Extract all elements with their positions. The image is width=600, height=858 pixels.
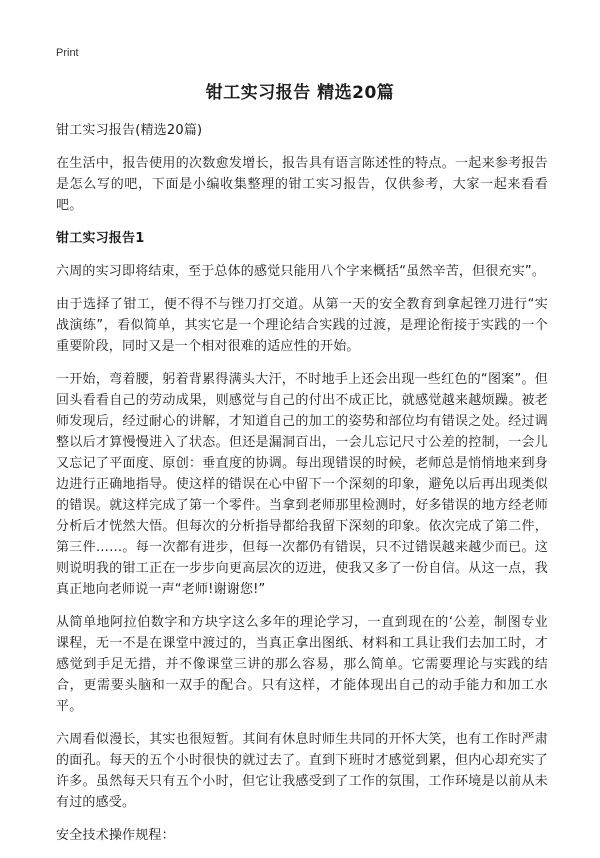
- intro-paragraph: 在生活中，报告使用的次数愈发增长，报告具有语言陈述性的特点。一起来参考报告是怎么写的吧，下面是小编收集整理的钳工实习报告，仅供参考，大家一起来看看吧。: [56, 156, 548, 213]
- body-paragraph: 从简单地阿拉伯数字和方块字这么多年的理论学习，一直到现在的‘公差，制图专业课程，无一不是在课堂中渡过的，当真正拿出图纸、材料和工具让我们去加工时，才感觉到手足无措，并不像课堂三讲的那么容易，那么简单。它需要理论与实践的结合，更需要头脑和一双手的配合。只有这样，才能体现出自己的动手能力和加工水平。: [56, 615, 548, 714]
- body-paragraph: 安全技术操作规程：: [56, 828, 175, 843]
- body-paragraph: 六周的实习即将结束，至于总体的感觉只能用八个字来概括“虽然辛苦，但很充实”。: [56, 264, 546, 279]
- document-subtitle: 钳工实习报告(精选20篇): [56, 123, 203, 138]
- body-paragraph: 由于选择了钳工，便不得不与锉刀打交道。从第一天的安全教育到拿起锉刀进行“实战演练”，看似简单，其实它是一个理论结合实践的过渡，是理论衔接于实践的一个重要阶段，同时又是一个相对很难的适应性的开始。: [56, 297, 548, 354]
- body-paragraph: 一开始，弯着腰，躬着背累得满头大汗，不时地手上还会出现一些红色的“图案”。但回头看看自己的劳动成果，则感觉与自己的付出不成正比，就感觉越来越烦躁。被老师发现后，经过耐心的讲解，才知道自己的加工的姿势和部位均有错误之处。经过调整以后才算慢慢进入了状态。但还是漏洞百出，一会儿忘记尺寸公差的控制，一会儿又忘记了平面度、原创：垂直度的协调。每出现错误的时候，老师总是悄悄地来到身边进行正确地指导。使这样的错误在心中留下一个深刻的印象，避免以后再出现类似的错误。就这样完成了第一个零件。当拿到老师那里检测时，好多错误的地方经老师分析后才恍然大悟。但每次的分析指导都给我留下深刻的印象。依次完成了第二件，第三件……。每一次都有进步，但每一次都仍有错误，只不过错误越来越少而已。这则说明我的钳工正在一步步向更高层次的迈进，使我又多了一份自信。从这一点，我真正地向老师说一声“老师!谢谢您!”: [56, 372, 548, 597]
- section-heading: 钳工实习报告1: [56, 231, 145, 246]
- print-label[interactable]: Print: [56, 47, 79, 59]
- document-body: [56, 120, 548, 858]
- body-paragraph: 六周看似漫长，其实也很短暂。其间有休息时师生共同的开怀大笑，也有工作时严肃的面孔。每天的五个小时很快的就过去了。直到下班时才感觉到累，但内心却充实了许多。虽然每天只有五个小时，但它让我感受到了工作的氛围，工作环境是以前从未有过的感受。: [56, 732, 548, 810]
- document-title: 钳工实习报告 精选20篇: [205, 83, 395, 103]
